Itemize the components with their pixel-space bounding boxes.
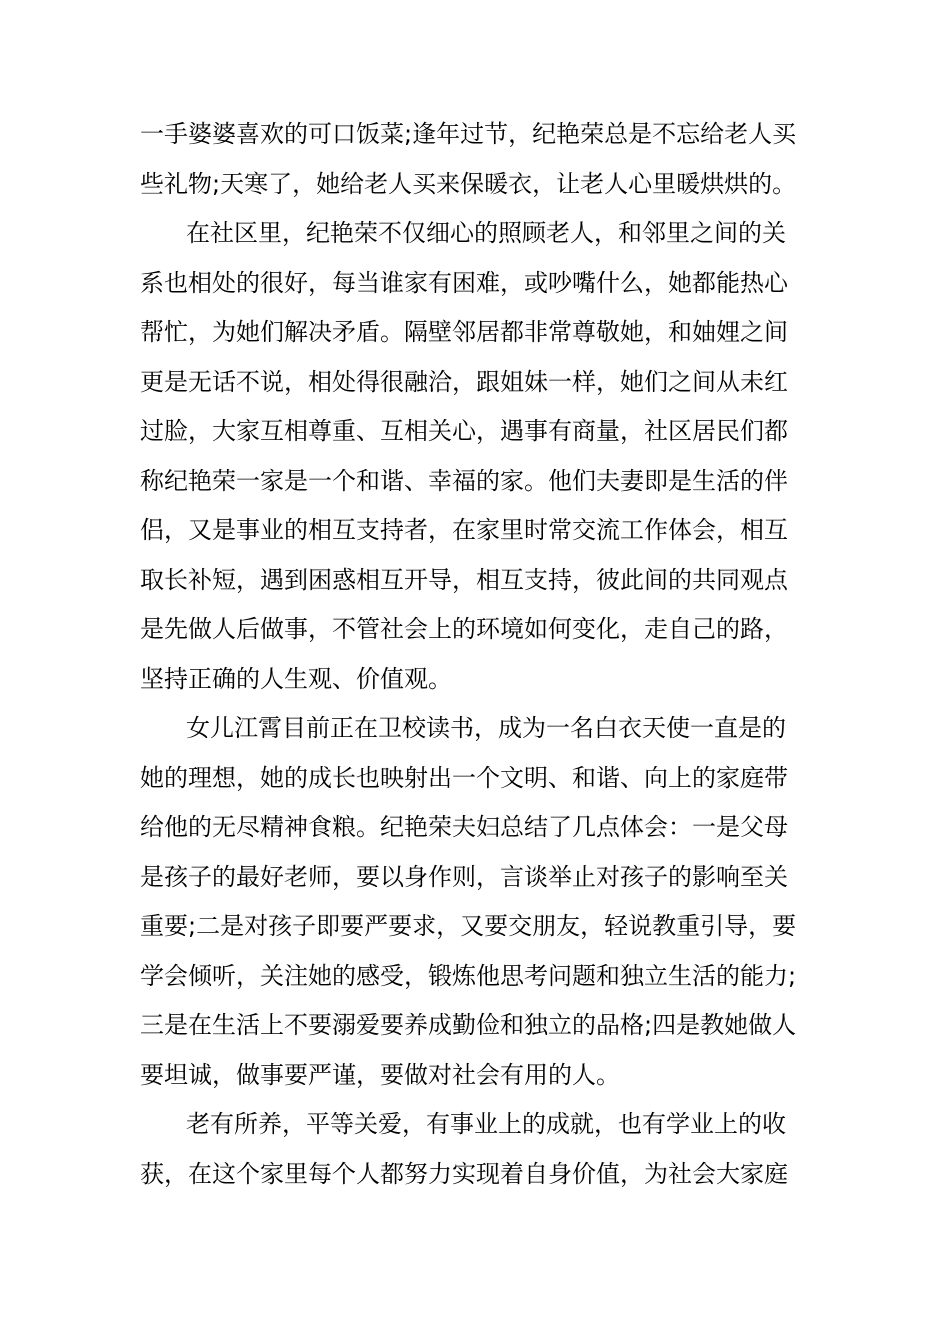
text-line: 学会倾听，关注她的感受，锻炼他思考问题和独立生活的能力;: [140, 961, 797, 990]
text-line: 给他的无尽精神食粮。纪艳荣夫妇总结了几点体会：一是父母: [140, 813, 788, 841]
text-line: 获，在这个家里每个人都努力实现着自身价值，为社会大家庭: [140, 1159, 788, 1188]
text-line: 她的理想，她的成长也映射出一个文明、和谐、向上的家庭带: [140, 763, 788, 792]
body-text: [140, 110, 820, 1199]
paragraph-start-line: 女儿江霄目前正在卫校读书，成为一名白衣天使一直是的: [186, 714, 786, 742]
text-line: 要坦诚，做事要严谨，要做对社会有用的人。: [140, 1060, 620, 1089]
text-line: 帮忙，为她们解决矛盾。隔壁邻居都非常尊敬她，和妯娌之间: [140, 318, 788, 346]
text-line: 取长补短，遇到困惑相互开导，相互支持，彼此间的共同观点: [140, 565, 788, 594]
text-line: 坚持正确的人生观、价值观。: [140, 664, 452, 693]
paragraph-start-line: 老有所养，平等关爱，有事业上的成就，也有学业上的收: [186, 1110, 786, 1138]
text-line: 过脸，大家互相尊重、互相关心，遇事有商量，社区居民们都: [140, 417, 788, 445]
text-line: 重要;二是对孩子即要严要求，又要交朋友，轻说教重引导，要: [140, 912, 797, 940]
text-line: 系也相处的很好，每当谁家有困难，或吵嘴什么，她都能热心: [140, 268, 788, 297]
text-line: 是孩子的最好老师，要以身作则，言谈举止对孩子的影响至关: [140, 862, 788, 891]
text-line: 三是在生活上不要溺爱要养成勤俭和独立的品格;四是教她做人: [140, 1011, 797, 1039]
text-line: 称纪艳荣一家是一个和谐、幸福的家。他们夫妻即是生活的伴: [140, 466, 788, 495]
text-line: 是先做人后做事，不管社会上的环境如何变化，走自己的路，: [140, 615, 788, 643]
text-line: 一手婆婆喜欢的可口饭菜;逢年过节，纪艳荣总是不忘给老人买: [140, 120, 797, 148]
paragraph-start-line: 在社区里，纪艳荣不仅细心的照顾老人，和邻里之间的关: [186, 219, 786, 247]
text-line: 更是无话不说，相处得很融洽，跟姐妹一样，她们之间从未红: [140, 367, 788, 396]
text-line: 些礼物;天寒了，她给老人买来保暖衣，让老人心里暖烘烘的。: [140, 169, 797, 198]
text-line: 侣，又是事业的相互支持者，在家里时常交流工作体会，相互: [140, 516, 788, 544]
